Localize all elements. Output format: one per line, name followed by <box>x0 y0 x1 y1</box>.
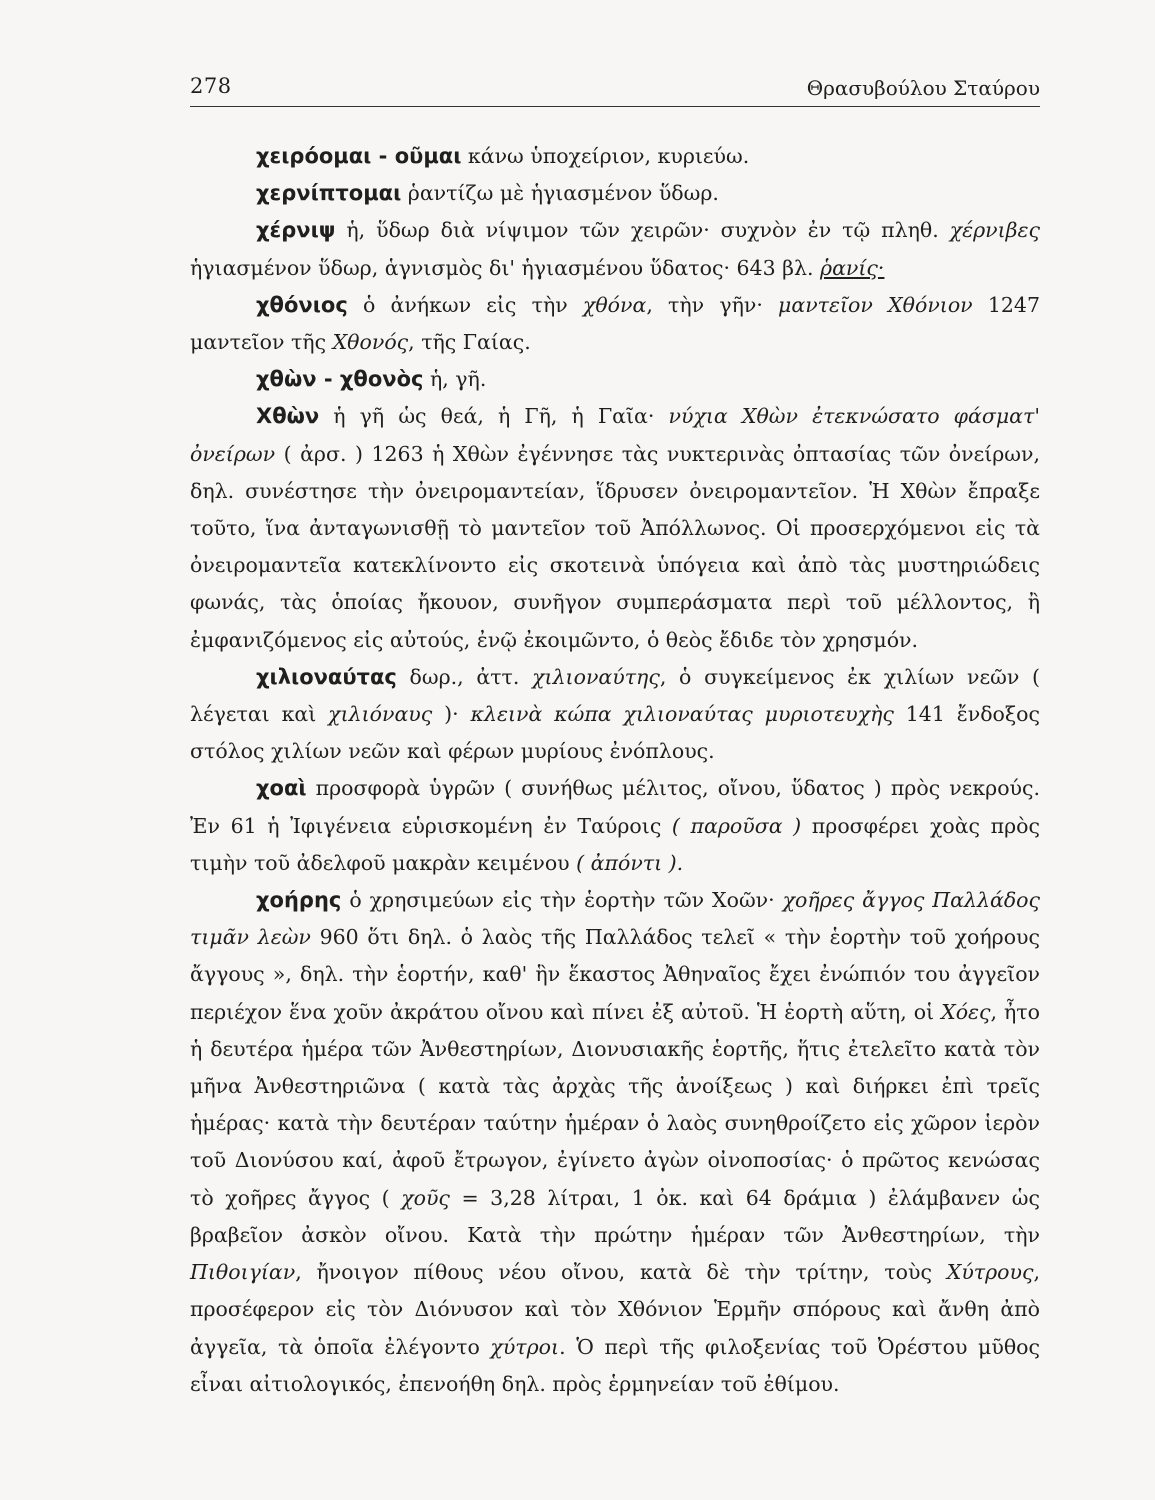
definition: , τὴν γῆν· <box>646 292 779 317</box>
definition: 960 ὅτι δηλ. ὁ λαὸς τῆς Παλλάδος τελεῖ « τὴν ἑορτὴν τοῦ χοήρους ἄγγους », δηλ. τὴν ἑορτήν, καθ' ἣν ἕκαστος Ἀθηναῖος ἔχει ἐνώπιόν του ἀγγεῖον περιέχον ἕνα χοῦν ἀκράτου οἴνου καὶ πίνει ἐξ αὐτοῦ. Ἡ ἑορτὴ αὕτη, οἱ <box>190 925 1041 1024</box>
definition: ἡ, γῆ. <box>423 367 487 392</box>
quote: χοῆρες ἄγγος Παλλάδος τιμᾶν λεὼν <box>190 888 1040 950</box>
definition: κάνω ὑποχείριον, κυριεύω. <box>461 144 750 168</box>
definition: , ὁ συγκείμενος ἐκ χιλίων νεῶν ( λέγεται καὶ <box>190 664 1041 727</box>
entry-chthon-lower <box>190 361 1040 398</box>
entry-cheiroomai <box>190 138 1040 175</box>
quote: χύτροι <box>490 1334 560 1359</box>
quote: χέρνιβες <box>949 218 1040 243</box>
definition: , τῆς Γαίας. <box>408 330 531 355</box>
quote: Πιθοιγίαν <box>190 1260 296 1285</box>
quote: ( ἀπόντι ). <box>576 850 684 875</box>
page-header <box>190 72 1040 102</box>
entry-chernips <box>190 212 1040 286</box>
definition: ( ἀρσ. ) 1263 ἡ Χθὼν ἐγέννησε τὰς νυκτερινὰς ὀπτασίας τῶν ὀνείρων, δηλ. συνέστησε τὴν ὀνειρομαντείαν, ἵδρυσεν ὀνειρομαντεῖον. Ἡ Χθὼν ἔπραξε τοῦτο, ἵνα ἀνταγωνισθῇ τὸ μαντεῖον τοῦ Ἀπόλλωνος. Οἱ προσερχόμενοι εἰς τὰ ὀνειρομαντεῖα κατεκλίνοντο εἰς σκοτεινὰ ὑπόγεια καὶ ἀπὸ τὰς μυστηριώδεις φωνάς, τὰς ὁποίας ἤκουον, συνῆγον συμπεράσματα περὶ τοῦ μέλλοντος, ἢ ἐμφανιζόμενος εἰς αὐτούς, ἐνῷ ἐκοιμῶντο, ὁ θεὸς ἔδιδε τὸν χρησμόν. <box>190 441 1040 652</box>
entry-chthon-goddess <box>190 398 1040 658</box>
definition: . Ὁ περὶ τῆς φιλοξενίας τοῦ Ὀρέστου μῦθος εἶναι αἰτιολογικός, ἐπενοήθη δηλ. πρὸς ἑρμηνείαν τοῦ ἐθίμου. <box>190 1334 1040 1396</box>
definition: ὁ χρησιμεύων εἰς τὴν ἑορτὴν τῶν Χοῶν· <box>341 888 783 913</box>
quote: κλεινὰ κώπα χιλιοναύτας μυριοτευχὴς <box>470 702 894 727</box>
headword: χθόνιος <box>256 292 348 317</box>
headword: χοαὶ <box>256 776 307 801</box>
dictionary-body <box>190 138 1040 1403</box>
quote: μαντεῖον Χθόνιον <box>778 292 973 317</box>
definition: = 3,28 λίτραι, 1 ὀκ. καὶ 64 δράμια ) ἐλάμβανεν ὡς βραβεῖον ἀσκὸν οἴνου. Κατὰ τὴν πρώτην ἡμέραν τῶν Ἀνθεστηρίων, τὴν <box>190 1185 1040 1247</box>
quote: χθόνα <box>582 292 647 317</box>
definition: ἡ γῆ ὡς θεά, ἡ Γῆ, ἡ Γαῖα· <box>319 404 669 429</box>
headword: χειρόομαι - οῦμαι <box>256 144 462 168</box>
quote: ( παροῦσα ) <box>671 813 802 838</box>
quote: Χθονός <box>332 330 409 355</box>
header-rule <box>190 106 1040 107</box>
quote: Χόες <box>941 999 991 1024</box>
headword: χερνίπτομαι <box>256 181 402 206</box>
entry-chilionautas <box>190 659 1040 771</box>
headword: χθὼν - χθονὸς <box>256 367 424 392</box>
headword: χέρνιψ <box>256 218 336 243</box>
definition: , ἤνοιγον πίθους νέου οἴνου, κατὰ δὲ τὴν τρίτην, τοὺς <box>295 1260 947 1285</box>
cross-reference: ῥανίς· <box>820 255 885 280</box>
definition: δωρ., ἀττ. <box>396 664 533 689</box>
definition: ὁ ἀνήκων εἰς τὴν <box>347 292 583 317</box>
quote: χιλιόναυς <box>328 702 433 727</box>
definition: , ἦτο ἡ δευτέρα ἡμέρα τῶν Ἀνθεστηρίων, Διονυσιακῆς ἑορτῆς, ἥτις ἐτελεῖτο κατὰ τὸν μῆνα Ἀνθεστηριῶνα ( κατὰ τὰς ἀρχὰς τῆς ἀνοίξεως ) καὶ διήρκει ἐπὶ τρεῖς ἡμέρας· κατὰ τὴν δευτέραν ταύτην ἡμέραν ὁ λαὸς συνηθροίζετο εἰς χῶρον ἱερὸν τοῦ Διονύσου καί, ἀφοῦ ἔτρωγον, ἐγίνετο ἀγὼν οἰνοποσίας· ὁ πρῶτος κενώσας τὸ χοῆρες ἄγγος ( <box>190 999 1040 1210</box>
headword: Χθὼν <box>256 404 320 429</box>
definition: )· <box>432 702 471 727</box>
quote: χοῦς <box>401 1185 450 1210</box>
definition: ἡγιασμένον ὕδωρ, ἁγνισμὸς δι' ἡγιασμένου ὕδατος· 643 βλ. <box>190 255 821 280</box>
definition: 1247 μαντεῖον τῆς <box>190 292 1040 355</box>
definition: ἡ, ὕδωρ διὰ νίψιμον τῶν χειρῶν· συχνὸν ἐν τῷ πληθ. <box>335 218 950 243</box>
entry-chthonios <box>190 287 1040 361</box>
definition: , προσέφερον εἰς τὸν Διόνυσον καὶ τὸν Χθόνιον Ἑρμῆν σπόρους καὶ ἄνθη ἀπὸ ἀγγεῖα, τὰ ὁποῖα ἐλέγοντο <box>190 1260 1040 1359</box>
page-number: 278 <box>190 74 232 98</box>
definition: ῥαντίζω μὲ ἡγιασμένον ὕδωρ. <box>401 181 719 206</box>
quote: Χύτρους <box>946 1260 1034 1285</box>
entry-choeres <box>190 882 1040 1403</box>
running-head: Θρασυβούλου Σταύρου <box>806 76 1040 100</box>
definition: προσφέρει χοὰς πρὸς τιμὴν τοῦ ἀδελφοῦ μακρὰν κειμένου <box>190 813 1041 875</box>
entry-cherniptomai <box>190 175 1040 212</box>
definition: προσφορὰ ὑγρῶν ( συνήθως μέλιτος, οἴνου, ὕδατος ) πρὸς νεκρούς. Ἐν 61 ἡ Ἰφιγένεια εὑρισκομένη ἐν Ταύροις <box>190 776 1040 838</box>
quote: χιλιοναύτης <box>532 664 660 689</box>
definition: 141 ἔνδοξος στόλος χιλίων νεῶν καὶ φέρων μυρίους ἐνόπλους. <box>190 702 1041 764</box>
entry-choai <box>190 770 1040 882</box>
headword: χοήρης <box>256 888 342 913</box>
quote: νύχια Χθὼν ἐτεκνώσατο φάσματ' ὀνείρων <box>190 404 1040 466</box>
headword: χιλιοναύτας <box>256 664 397 689</box>
